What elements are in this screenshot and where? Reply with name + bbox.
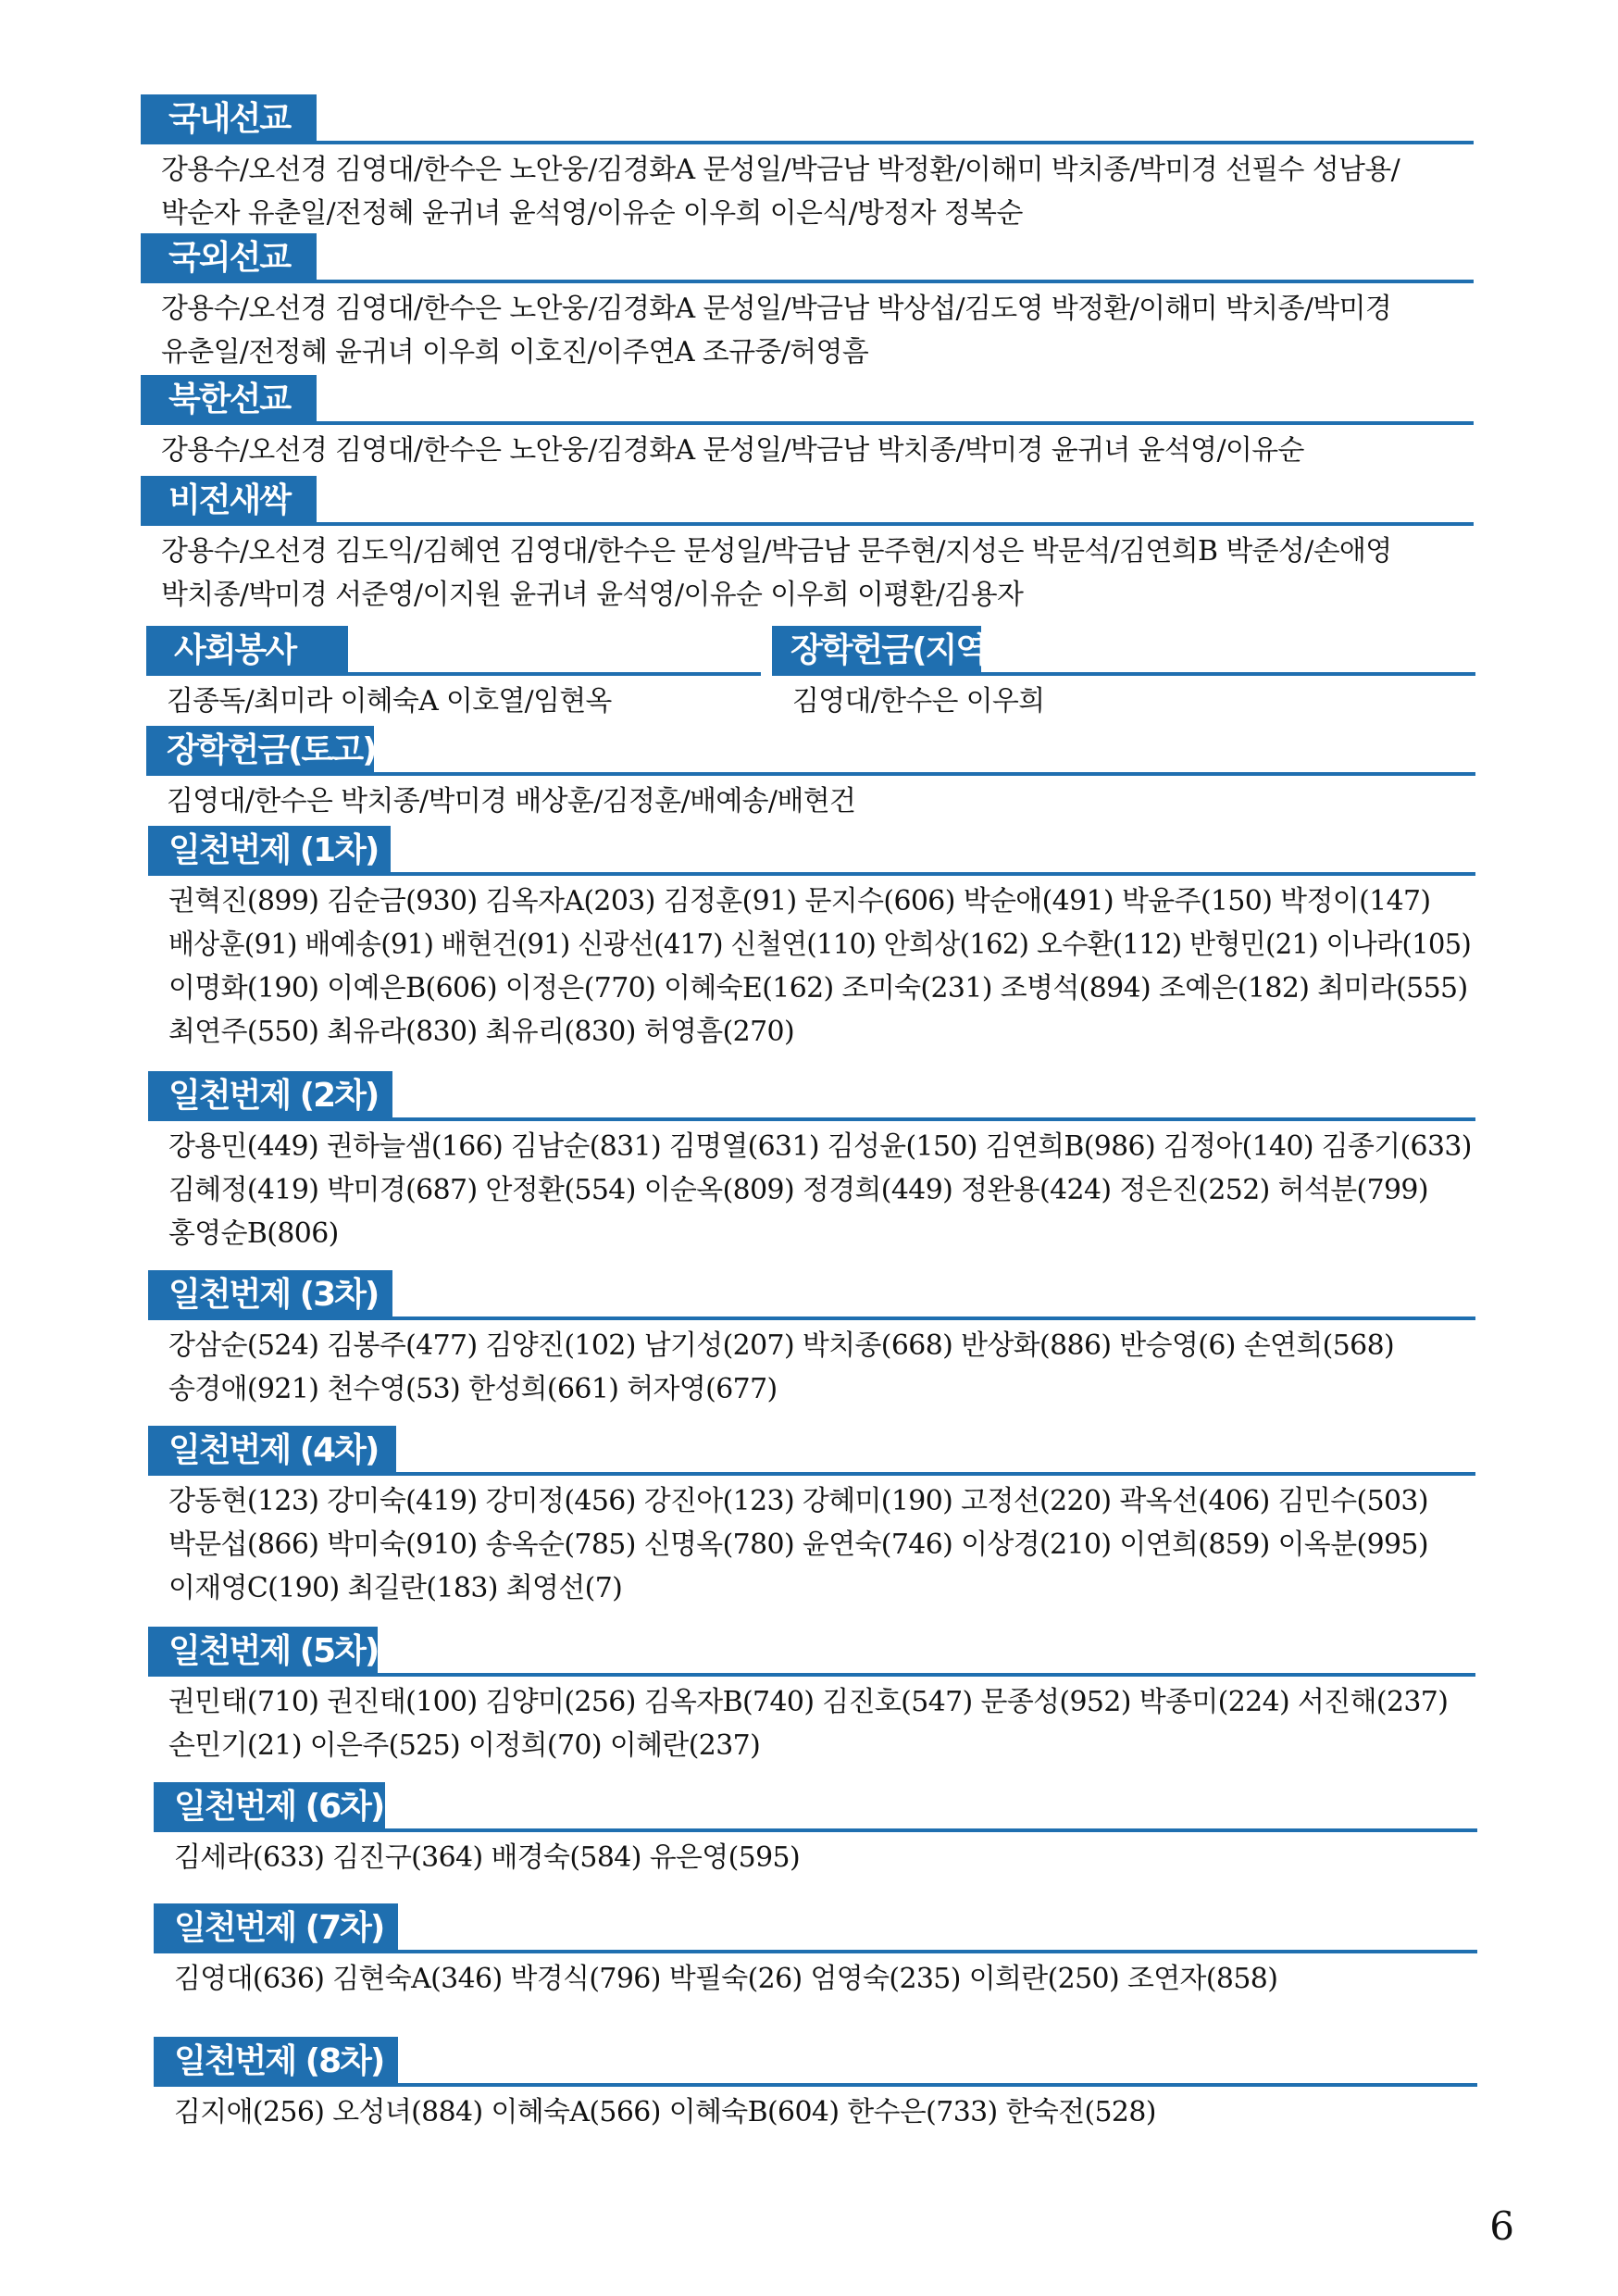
section-body <box>141 283 1474 374</box>
section-rule <box>148 1472 1475 1476</box>
section-title: 장학헌금(토고) <box>146 726 374 776</box>
section-header <box>772 626 1475 676</box>
section-title: 국내선교 <box>141 94 317 144</box>
section-body <box>146 676 761 723</box>
section-body <box>148 1476 1475 1610</box>
section-header <box>146 626 761 676</box>
name-line: 강용수/오선경 김영대/한수은 노안웅/김경화A 문성일/박금남 박상섭/김도영 박정환/이해미 박치종/박미경 <box>161 293 1392 325</box>
name-line: 김영대/한수은 박치종/박미경 배상훈/김정훈/배예송/배현건 <box>167 785 856 817</box>
page-number: 6 <box>1489 2203 1514 2249</box>
section-title: 일천번제 (4차) <box>148 1426 396 1476</box>
section-rule <box>141 522 1474 526</box>
section-header <box>154 1903 1477 1953</box>
section-ilchun-5 <box>148 1627 1475 1767</box>
section-body <box>148 1121 1475 1255</box>
name-line: 김세라(633) 김진구(364) 배경숙(584) 유은영(595) <box>174 1841 801 1874</box>
section-header <box>148 1426 1475 1476</box>
section-rule <box>772 672 1475 676</box>
section-body <box>154 1832 1477 1879</box>
section-header <box>146 726 1475 776</box>
section-scholarship-togo <box>146 726 1475 823</box>
section-title: 장학헌금(지역) <box>772 626 981 676</box>
name-line: 권혁진(899) 김순금(930) 김옥자A(203) 김정훈(91) 문지수(606) 박순애(491) 박윤주(150) 박정이(147) <box>168 885 1431 917</box>
section-title: 사회봉사 <box>146 626 348 676</box>
section-ilchun-3 <box>148 1270 1475 1411</box>
name-line: 강용민(449) 권하늘샘(166) 김남순(831) 김명열(631) 김성윤(150) 김연희B(986) 김정아(140) 김종기(633) <box>168 1130 1472 1163</box>
section-body <box>141 526 1474 617</box>
section-header <box>148 1270 1475 1320</box>
section-domestic-mission <box>141 94 1474 235</box>
name-line: 김혜정(419) 박미경(687) 안정환(554) 이순옥(809) 정경희(449) 정완용(424) 정은진(252) 허석분(799) <box>168 1174 1428 1206</box>
section-body <box>772 676 1475 723</box>
section-title: 일천번제 (5차) <box>148 1627 378 1677</box>
name-line: 배상훈(91) 배예송(91) 배현건(91) 신광선(417) 신철연(110) 안희상(162) 오수환(112) 반형민(21) 이나라(105) <box>168 929 1472 961</box>
section-rule <box>154 2083 1477 2087</box>
section-rule <box>154 1950 1477 1953</box>
name-line: 박순자 유춘일/전정혜 윤귀녀 윤석영/이유순 이우희 이은식/방정자 정복순 <box>161 197 1023 230</box>
section-body <box>148 1320 1475 1411</box>
section-header <box>148 1627 1475 1677</box>
section-rule <box>146 772 1475 776</box>
section-scholarship-region <box>772 626 1475 723</box>
section-body <box>146 776 1475 823</box>
section-header <box>141 94 1474 144</box>
name-line: 강용수/오선경 김영대/한수은 노안웅/김경화A 문성일/박금남 박정환/이해미 박치종/박미경 선필수 성남용/ <box>161 154 1400 186</box>
section-rule <box>141 421 1474 425</box>
name-line: 김영대/한수은 이우희 <box>792 685 1045 718</box>
section-title: 국외선교 <box>141 233 317 283</box>
section-title: 비전새싹 <box>141 476 317 526</box>
section-title: 북한선교 <box>141 375 317 425</box>
section-rule <box>148 1316 1475 1320</box>
name-line: 강용수/오선경 김도익/김혜연 김영대/한수은 문성일/박금남 문주현/지성은 박문석/김연희B 박준성/손애영 <box>161 535 1392 568</box>
name-line: 박치종/박미경 서준영/이지원 윤귀녀 윤석영/이유순 이우희 이평환/김용자 <box>161 579 1024 611</box>
name-line: 박문섭(866) 박미숙(910) 송옥순(785) 신명옥(780) 윤연숙(746) 이상경(210) 이연희(859) 이옥분(995) <box>168 1529 1428 1561</box>
name-line: 김종독/최미라 이혜숙A 이호열/임현옥 <box>167 685 612 718</box>
section-title: 일천번제 (2차) <box>148 1071 392 1121</box>
section-rule <box>141 141 1474 144</box>
section-body <box>154 1953 1477 2001</box>
section-rule <box>148 1117 1475 1121</box>
section-body <box>154 2087 1477 2134</box>
section-title: 일천번제 (3차) <box>148 1270 392 1320</box>
section-social-service <box>146 626 761 723</box>
name-line: 이재영C(190) 최길란(183) 최영선(7) <box>168 1572 623 1604</box>
section-ilchun-1 <box>148 826 1475 1054</box>
name-line: 권민태(710) 권진태(100) 김양미(256) 김옥자B(740) 김진호(547) 문종성(952) 박종미(224) 서진해(237) <box>168 1686 1449 1718</box>
name-line: 최연주(550) 최유라(830) 최유리(830) 허영흠(270) <box>168 1016 795 1048</box>
section-ilchun-8 <box>154 2037 1477 2134</box>
section-ilchun-6 <box>154 1782 1477 1879</box>
section-ilchun-2 <box>148 1071 1475 1255</box>
name-line: 강동현(123) 강미숙(419) 강미정(456) 강진아(123) 강혜미(190) 고정선(220) 곽옥선(406) 김민수(503) <box>168 1485 1428 1517</box>
name-line: 홍영순B(806) <box>168 1217 339 1250</box>
section-header <box>141 476 1474 526</box>
section-rule <box>148 872 1475 876</box>
section-title: 일천번제 (8차) <box>154 2037 398 2087</box>
section-title: 일천번제 (1차) <box>148 826 391 876</box>
section-rule <box>141 280 1474 283</box>
name-line: 김지애(256) 오성녀(884) 이혜숙A(566) 이혜숙B(604) 한수은(733) 한숙전(528) <box>174 2096 1156 2128</box>
section-header <box>148 826 1475 876</box>
section-header <box>141 375 1474 425</box>
section-header <box>154 2037 1477 2087</box>
name-line: 송경애(921) 천수영(53) 한성희(661) 허자영(677) <box>168 1373 778 1405</box>
name-line: 이명화(190) 이예은B(606) 이정은(770) 이혜숙E(162) 조미숙(231) 조병석(894) 조예은(182) 최미라(555) <box>168 972 1468 1004</box>
section-header <box>154 1782 1477 1832</box>
section-vision-sprout <box>141 476 1474 617</box>
section-body <box>141 425 1474 472</box>
section-ilchun-4 <box>148 1426 1475 1610</box>
section-title: 일천번제 (7차) <box>154 1903 398 1953</box>
name-line: 강용수/오선경 김영대/한수은 노안웅/김경화A 문성일/박금남 박치종/박미경 윤귀녀 윤석영/이유순 <box>161 434 1304 467</box>
section-overseas-mission <box>141 233 1474 374</box>
section-northkorea-mission <box>141 375 1474 472</box>
section-header <box>148 1071 1475 1121</box>
name-line: 강삼순(524) 김봉주(477) 김양진(102) 남기성(207) 박치종(668) 반상화(886) 반승영(6) 손연희(568) <box>168 1329 1395 1362</box>
section-body <box>148 1677 1475 1767</box>
section-header <box>141 233 1474 283</box>
section-title: 일천번제 (6차) <box>154 1782 385 1832</box>
section-rule <box>146 672 761 676</box>
name-line: 김영대(636) 김현숙A(346) 박경식(796) 박필숙(26) 엄영숙(235) 이희란(250) 조연자(858) <box>174 1963 1278 1995</box>
section-body <box>148 876 1475 1054</box>
section-rule <box>154 1828 1477 1832</box>
section-body <box>141 144 1474 235</box>
section-ilchun-7 <box>154 1903 1477 2001</box>
name-line: 유춘일/전정혜 윤귀녀 이우희 이호진/이주연A 조규중/허영흠 <box>161 336 869 368</box>
section-rule <box>148 1673 1475 1677</box>
name-line: 손민기(21) 이은주(525) 이정희(70) 이혜란(237) <box>168 1729 761 1762</box>
